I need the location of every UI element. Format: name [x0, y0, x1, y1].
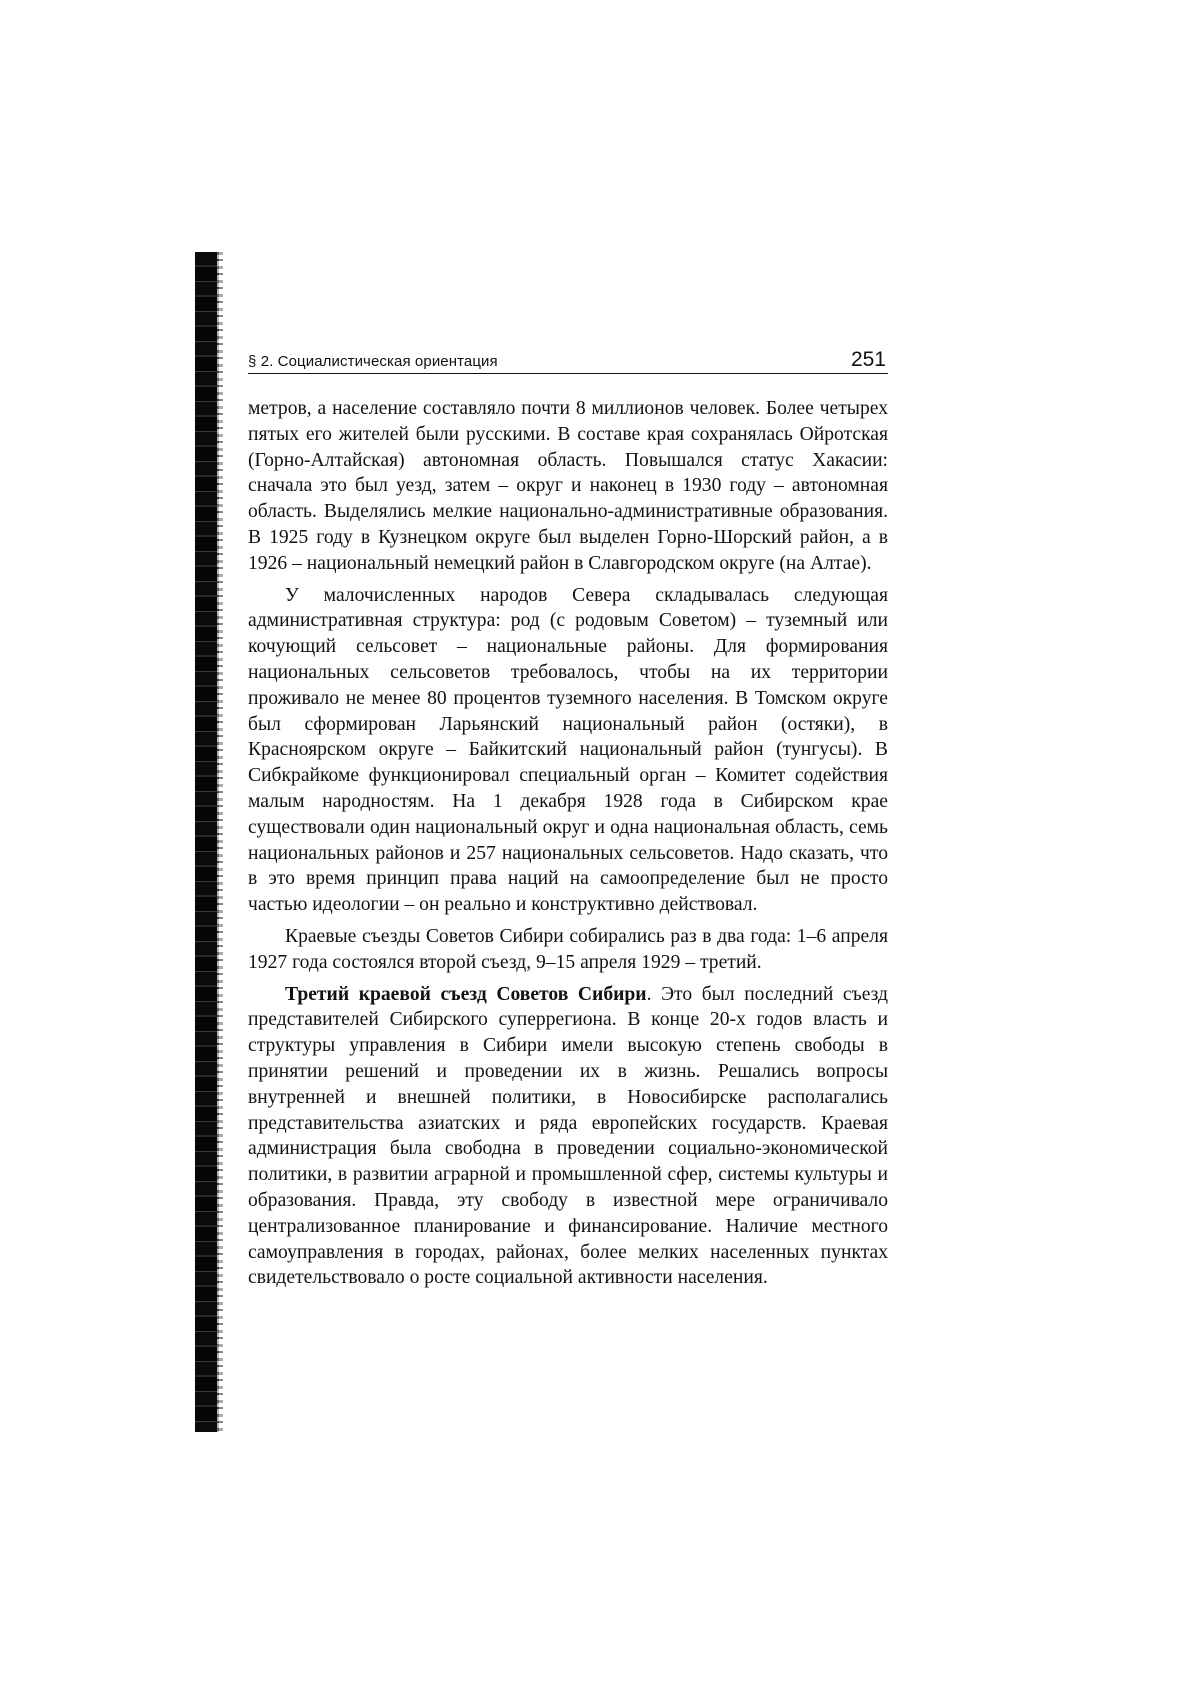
page-number: 251 — [850, 348, 886, 371]
running-head: § 2. Социалистическая ориентация — [248, 353, 498, 370]
run-in-heading: Третий краевой съезд Советов Сибири — [285, 983, 647, 1005]
paragraph-4 — [248, 982, 888, 1292]
paragraph-1: метров, а население составляло почти 8 миллионов человек. Более четырех пятых его жителей были русскими. В составе края сохранялась Ойротская (Горно-Алтайская) автономная область. Повышался статус Хакасии: сначала это был уезд, затем – округ и наконец в 1930 году – автономная область. Выделялись мелкие национально-административные образования. В 1925 году в Кузнецком округе был выделен Горно-Шорский район, а в 1926 – национальный немецкий район в Славгородском округе (на Алтае). — [248, 398, 888, 574]
scanned-binding-edge — [195, 252, 219, 1432]
scanned-binding-edge-fringe — [217, 252, 223, 1432]
page-header — [248, 343, 888, 374]
paragraph-4-text: . Это был последний съезд представителей Сибирского суперрегиона. В конце 20-х годов власть и структуры управления в Сибири имели высокую степень свободы в принятии решений и проведении их в жизнь. Решались вопросы внутренней и внешней политики, в Новосибирске располагались представительства азиатских и ряда европейских государств. Краевая администрация была свободна в проведении социально-экономической политики, в развитии аграрной и промышленной сфер, системы культуры и образования. Правда, эту свободу в известной мере ограничивало централизованное планирование и финансирование. Наличие местного самоуправления в городах, районах, более мелких населенных пунктах свидетельствовало о росте социальной активности населения. — [248, 983, 888, 1289]
body-text — [248, 396, 888, 1297]
paragraph-3: Краевые съезды Советов Сибири собирались раз в два года: 1–6 апреля 1927 года состоялся второй съезд, 9–15 апреля 1929 – третий. — [248, 925, 888, 973]
paragraph-2: У малочисленных народов Севера складывалась следующая административная структура: род (с родовым Советом) – туземный или кочующий сельсовет – национальные районы. Для формирования национальных сельсоветов требовалось, чтобы на их территории проживало не менее 80 процентов туземного населения. В Томском округе был сформирован Ларьянский национальный район (остяки), в Красноярском округе – Байкитский национальный район (тунгусы). В Сибкрайкоме функционировал специальный орган – Комитет содействия малым народностям. На 1 декабря 1928 года в Сибирском крае существовали один национальный округ и одна национальная область, семь национальных районов и 257 национальных сельсоветов. Надо сказать, что в это время принцип права наций на самоопределение был не просто частью идеологии – он реально и конструктивно действовал. — [248, 584, 888, 916]
